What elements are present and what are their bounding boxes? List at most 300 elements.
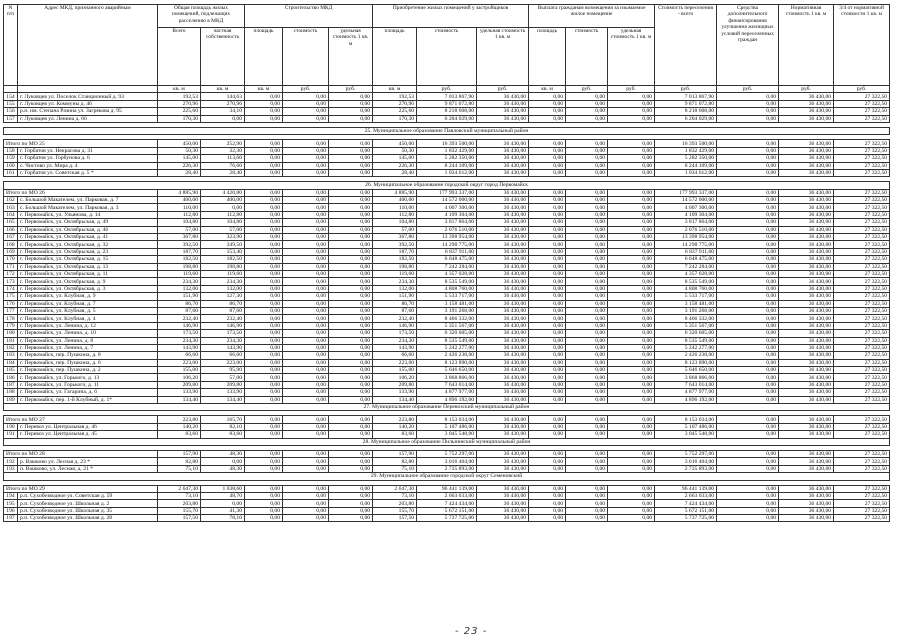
row-number: 176 [4, 300, 18, 307]
row-number: 159 [4, 155, 18, 162]
value-cell: 0,00 [329, 108, 373, 115]
address-cell: г. Первомайск, ул. Октябрьская, д. 49 [18, 219, 158, 226]
table-row [4, 278, 890, 285]
unit-cell: кв. м [529, 86, 566, 93]
value-cell: 0,00 [608, 278, 655, 285]
value-cell: 36 430,00 [779, 322, 834, 329]
value-cell: 0,00 [608, 374, 655, 381]
value-cell: 234,30 [373, 337, 417, 344]
section-title: 27. Муниципальное образование Перевозский муниципальный район [4, 404, 890, 411]
value-cell: 0,00 [283, 381, 329, 388]
value-cell: 0,00 [717, 337, 779, 344]
value-cell: 0,00 [329, 219, 373, 226]
value-cell: 0,00 [329, 344, 373, 351]
value-cell: 36 430,00 [477, 396, 529, 403]
table-row [4, 197, 890, 204]
value-cell: 0,00 [717, 270, 779, 277]
value-cell: 36 430,00 [477, 285, 529, 292]
value-cell: 27 322,50 [834, 93, 890, 100]
total-cell: 0,00 [245, 485, 283, 492]
value-cell: 0,00 [608, 100, 655, 107]
value-cell: 0,00 [717, 100, 779, 107]
total-cell: 0,00 [608, 485, 655, 492]
address-cell: г. Перевоз ул. Центральная д. 46 [18, 423, 158, 430]
value-cell: 9 871 072,80 [655, 100, 717, 107]
row-number: 192 [4, 458, 18, 465]
value-cell: 0,00 [283, 115, 329, 122]
value-cell: 0,00 [608, 367, 655, 374]
value-cell: 0,00 [329, 278, 373, 285]
col-header-normative-cost: Нормативная стоимость 1 кв. м [779, 5, 834, 86]
row-number: 167 [4, 234, 18, 241]
table-row [4, 423, 890, 430]
value-cell: 0,00 [608, 423, 655, 430]
value-cell: 27 322,50 [834, 226, 890, 233]
value-cell: 0,00 [245, 515, 283, 522]
value-cell: 157,50 [158, 515, 201, 522]
section-title: 29. Муниципальное образование городской округ Семеновский [4, 473, 890, 480]
value-cell: 6 320 605,00 [417, 330, 477, 337]
value-cell: 0,00 [245, 241, 283, 248]
value-cell: 0,00 [283, 300, 329, 307]
value-cell: 0,00 [566, 389, 608, 396]
col-header-comp-unit: удельная стоимость 1 кв. м [608, 27, 655, 85]
value-cell: 36 430,00 [779, 204, 834, 211]
total-cell: 0,00 [329, 450, 373, 457]
value-cell: 0,00 [329, 315, 373, 322]
value-cell: 132,00 [373, 285, 417, 292]
value-cell: 36 430,00 [779, 330, 834, 337]
value-cell: 3 868 866,00 [655, 374, 717, 381]
value-cell: 36 430,00 [477, 344, 529, 351]
value-cell: 0,00 [283, 234, 329, 241]
value-cell: 27 322,50 [834, 359, 890, 366]
value-cell: 27 322,50 [834, 374, 890, 381]
value-cell: 0,00 [283, 367, 329, 374]
value-cell: 0,00 [566, 155, 608, 162]
row-number: 165 [4, 219, 18, 226]
table-row [4, 507, 890, 514]
value-cell: 0,00 [566, 367, 608, 374]
value-cell: 0,00 [529, 337, 566, 344]
table-row [4, 155, 890, 162]
value-cell: 110,00 [373, 204, 417, 211]
value-cell: 82,80 [158, 458, 201, 465]
value-cell: 27 322,50 [834, 300, 890, 307]
value-cell: 0,00 [717, 352, 779, 359]
total-cell: 0,00 [529, 189, 566, 196]
table-row [4, 226, 890, 233]
col-header-num: N п/п [4, 5, 18, 86]
value-cell: 0,00 [329, 300, 373, 307]
total-cell: 0,00 [329, 416, 373, 423]
section-header-row [4, 182, 890, 189]
total-cell: 165,70 [201, 416, 245, 423]
row-number: 168 [4, 241, 18, 248]
address-cell: с. Большой Макателем, ул. Парковая, д. 7 [18, 197, 158, 204]
value-cell: 36 430,00 [477, 515, 529, 522]
col-header-total-cost: Стоимость переселения - всего [655, 5, 717, 86]
table-row [4, 465, 890, 472]
table-row [4, 285, 890, 292]
value-cell: 0,00 [529, 169, 566, 176]
value-cell: 36 430,00 [477, 359, 529, 366]
value-cell: 0,00 [566, 270, 608, 277]
col-header-constr-cost: стоимость [283, 27, 329, 85]
value-cell: 270,96 [201, 100, 245, 107]
value-cell: 0,00 [717, 234, 779, 241]
total-cell: 223,80 [158, 416, 201, 423]
value-cell: 0,00 [566, 465, 608, 472]
value-cell: 0,00 [566, 307, 608, 314]
value-cell: 0,00 [283, 374, 329, 381]
value-cell: 0,00 [283, 155, 329, 162]
total-cell: 177 993 337,00 [417, 189, 477, 196]
value-cell: 0,00 [283, 204, 329, 211]
value-cell: 27 322,50 [834, 431, 890, 438]
value-cell: 0,00 [283, 431, 329, 438]
value-cell: 36 430,00 [477, 93, 529, 100]
total-cell: 8 153 034,00 [655, 416, 717, 423]
address-cell: г. Первомайск, ул. Клубная, д. 7 [18, 300, 158, 307]
value-cell: 5 533 717,00 [417, 293, 477, 300]
value-cell: 0,00 [529, 263, 566, 270]
value-cell: 0,00 [245, 93, 283, 100]
total-cell: 27 322,50 [834, 140, 890, 147]
total-cell: 0,00 [608, 416, 655, 423]
value-cell: 198,80 [373, 263, 417, 270]
value-cell: 27 322,50 [834, 100, 890, 107]
value-cell: 0,00 [245, 381, 283, 388]
value-cell: 143,90 [201, 344, 245, 351]
value-cell: 0,00 [608, 226, 655, 233]
value-cell: 0,00 [529, 431, 566, 438]
value-cell: 3 045 548,00 [655, 431, 717, 438]
address-cell: г. Горбатов ул. Некрасова д. 31 [18, 147, 158, 154]
table-row [4, 263, 890, 270]
value-cell: 3 817 864,00 [417, 219, 477, 226]
header-row-groups [4, 5, 890, 28]
total-cell: 48,30 [201, 450, 245, 457]
value-cell: 0,00 [608, 507, 655, 514]
value-cell: 0,00 [283, 169, 329, 176]
value-cell: 143,90 [373, 344, 417, 351]
value-cell: 27 322,50 [834, 307, 890, 314]
value-cell: 0,00 [529, 115, 566, 122]
value-cell: 86,70 [158, 300, 201, 307]
total-cell: 36 430,00 [477, 450, 529, 457]
value-cell: 0,00 [245, 352, 283, 359]
value-cell: 0,00 [283, 278, 329, 285]
value-cell: 82,10 [201, 423, 245, 430]
value-cell: 0,00 [283, 241, 329, 248]
value-cell: 0,00 [245, 263, 283, 270]
value-cell: 110,00 [158, 204, 201, 211]
total-row [4, 416, 890, 423]
row-number: 166 [4, 226, 18, 233]
value-cell: 0,00 [566, 211, 608, 218]
value-cell: 0,00 [329, 100, 373, 107]
value-cell: 36 430,00 [477, 197, 529, 204]
value-cell: 173,50 [201, 330, 245, 337]
value-cell: 132,00 [158, 285, 201, 292]
value-cell: 27 322,50 [834, 389, 890, 396]
value-cell: 0,00 [566, 263, 608, 270]
total-cell: 27 322,50 [834, 485, 890, 492]
value-cell: 0,00 [245, 285, 283, 292]
value-cell: 0,00 [245, 465, 283, 472]
value-cell: 0,00 [283, 256, 329, 263]
address-cell: г. Первомайск, ул. Клубная, д. 4 [18, 315, 158, 322]
value-cell: 13 398 954,00 [417, 234, 477, 241]
value-cell: 27 322,50 [834, 507, 890, 514]
value-cell: 0,00 [566, 359, 608, 366]
value-cell: 4 109 304,00 [417, 211, 477, 218]
value-cell: 5 107 486,00 [417, 423, 477, 430]
value-cell: 0,00 [283, 492, 329, 499]
value-cell: 36 430,00 [779, 93, 834, 100]
value-cell: 0,00 [566, 458, 608, 465]
value-cell: 27 322,50 [834, 248, 890, 255]
value-cell: 367,80 [373, 234, 417, 241]
value-cell: 0,00 [566, 241, 608, 248]
total-cell: 4 885,90 [373, 189, 417, 196]
value-cell: 5 737 725,00 [655, 515, 717, 522]
value-cell: 3 191 268,00 [655, 307, 717, 314]
value-cell: 0,00 [529, 219, 566, 226]
value-cell: 0,00 [608, 492, 655, 499]
value-cell: 36 430,00 [779, 108, 834, 115]
value-cell: 27 322,50 [834, 458, 890, 465]
row-number: 189 [4, 396, 18, 403]
value-cell: 0,00 [566, 293, 608, 300]
total-cell: 0,00 [608, 140, 655, 147]
value-cell: 9 871 072,80 [417, 100, 477, 107]
value-cell: 151,90 [373, 293, 417, 300]
value-cell: 27 322,50 [834, 515, 890, 522]
value-cell: 32,30 [201, 147, 245, 154]
value-cell: 0,00 [717, 278, 779, 285]
value-cell: 0,00 [245, 330, 283, 337]
value-cell: 0,00 [329, 285, 373, 292]
value-cell: 8 218 608,00 [417, 108, 477, 115]
value-cell: 0,00 [717, 515, 779, 522]
value-cell: 0,00 [529, 389, 566, 396]
value-cell: 0,00 [283, 389, 329, 396]
value-cell: 87,60 [158, 307, 201, 314]
value-cell: 0,00 [245, 256, 283, 263]
table-row [4, 515, 890, 522]
total-cell: 0,00 [245, 450, 283, 457]
value-cell: 0,00 [529, 465, 566, 472]
value-cell: 192,53 [373, 93, 417, 100]
value-cell: 27 322,50 [834, 197, 890, 204]
value-cell: 36 430,00 [477, 322, 529, 329]
value-cell: 0,00 [283, 293, 329, 300]
units-row [4, 86, 890, 93]
table-row [4, 234, 890, 241]
value-cell: 66,60 [201, 352, 245, 359]
address-cell: г. Горбатов ул. Советская д. 5 * [18, 169, 158, 176]
value-cell: 3 191 268,00 [417, 307, 477, 314]
value-cell: 2 426 238,00 [655, 352, 717, 359]
row-number: 193 [4, 465, 18, 472]
value-cell: 0,00 [717, 458, 779, 465]
value-cell: 225,60 [373, 108, 417, 115]
value-cell: 155,00 [373, 367, 417, 374]
value-cell: 0,00 [329, 162, 373, 169]
value-cell: 0,00 [329, 248, 373, 255]
value-cell: 0,00 [717, 359, 779, 366]
total-cell: 16 393 500,00 [417, 140, 477, 147]
value-cell: 36 430,00 [779, 197, 834, 204]
value-cell: 0,00 [566, 330, 608, 337]
value-cell: 0,00 [608, 285, 655, 292]
value-cell: 4 896 192,00 [655, 396, 717, 403]
value-cell: 132,00 [201, 285, 245, 292]
value-cell: 0,00 [245, 423, 283, 430]
value-cell: 0,00 [245, 300, 283, 307]
value-cell: 0,00 [566, 147, 608, 154]
value-cell: 0,00 [329, 322, 373, 329]
value-cell: 0,00 [529, 155, 566, 162]
table-row [4, 204, 890, 211]
col-header-constr-unit: удельная стоимость 1 кв. м [329, 27, 373, 85]
table-row [4, 389, 890, 396]
value-cell: 0,00 [529, 315, 566, 322]
value-cell: 83,60 [201, 431, 245, 438]
value-cell: 0,00 [329, 507, 373, 514]
value-cell: 2 076 510,00 [417, 226, 477, 233]
total-cell: 0,00 [529, 140, 566, 147]
col-header-purch-area: площадь [373, 27, 417, 85]
value-cell: 0,00 [566, 256, 608, 263]
total-cell: 450,00 [373, 140, 417, 147]
address-cell: г. Первомайск, пер. Пушкина, д. 2 [18, 367, 158, 374]
value-cell: 36 430,00 [477, 423, 529, 430]
value-cell: 119,60 [158, 270, 201, 277]
value-cell: 5 107 486,00 [655, 423, 717, 430]
value-cell: 0,00 [608, 381, 655, 388]
value-cell: 27 322,50 [834, 115, 890, 122]
address-cell: г. Первомайск, ул. Октябрьская, д. 9 [18, 278, 158, 285]
total-cell: 36 430,00 [779, 416, 834, 423]
value-cell: 182,50 [158, 256, 201, 263]
value-cell: 0,00 [283, 211, 329, 218]
value-cell: 2 735 893,00 [655, 465, 717, 472]
unit-cell: кв. м [201, 86, 245, 93]
value-cell: 0,00 [529, 108, 566, 115]
value-cell: 36 430,00 [477, 256, 529, 263]
value-cell: 48,30 [201, 465, 245, 472]
value-cell: 36 430,00 [477, 108, 529, 115]
address-cell: г. Первомайск, ул. Октябрьская, д. 41 [18, 234, 158, 241]
value-cell: 4 808 760,00 [655, 285, 717, 292]
value-cell: 0,00 [529, 492, 566, 499]
value-cell: 27 322,50 [834, 162, 890, 169]
value-cell: 0,00 [329, 169, 373, 176]
table-row [4, 396, 890, 403]
value-cell: 7 643 014,00 [417, 381, 477, 388]
value-cell: 36 430,00 [477, 300, 529, 307]
value-cell: 0,00 [566, 204, 608, 211]
value-cell: 8 466 332,00 [655, 315, 717, 322]
value-cell: 27 322,50 [834, 492, 890, 499]
table-row [4, 344, 890, 351]
value-cell: 106,20 [373, 374, 417, 381]
value-cell: 0,00 [245, 108, 283, 115]
value-cell: 104,80 [201, 219, 245, 226]
value-cell: 8 123 890,00 [417, 359, 477, 366]
value-cell: 151,90 [158, 293, 201, 300]
value-cell: 0,00 [529, 278, 566, 285]
value-cell: 87,60 [201, 307, 245, 314]
value-cell: 234,30 [201, 278, 245, 285]
value-cell: 0,00 [717, 300, 779, 307]
value-cell: 27 322,50 [834, 219, 890, 226]
value-cell: 0,00 [717, 500, 779, 507]
value-cell: 7 013 867,90 [655, 93, 717, 100]
value-cell: 0,00 [717, 211, 779, 218]
total-cell: 0,00 [566, 485, 608, 492]
value-cell: 0,00 [566, 93, 608, 100]
value-cell: 392,50 [373, 241, 417, 248]
value-cell: 0,00 [717, 147, 779, 154]
value-cell: 36 430,00 [779, 211, 834, 218]
total-cell: 0,00 [717, 450, 779, 457]
value-cell: 36 430,00 [477, 219, 529, 226]
value-cell: 36 430,00 [477, 389, 529, 396]
row-number: 170 [4, 256, 18, 263]
value-cell: 8 244 109,00 [655, 162, 717, 169]
table-row [4, 241, 890, 248]
table-row [4, 248, 890, 255]
value-cell: 0,00 [283, 515, 329, 522]
value-cell: 0,00 [608, 322, 655, 329]
value-cell: 48,70 [201, 492, 245, 499]
value-cell: 2 735 893,00 [417, 465, 477, 472]
value-cell: 4 877 977,00 [417, 389, 477, 396]
total-cell: 0,00 [566, 450, 608, 457]
value-cell: 14 298 775,00 [417, 241, 477, 248]
unit-cell: руб. [417, 86, 477, 93]
col-header-comp-cost: стоимость [566, 27, 608, 85]
value-cell: 3 817 864,00 [655, 219, 717, 226]
value-cell: 6 837 911,00 [417, 248, 477, 255]
row-number: 177 [4, 307, 18, 314]
total-cell: 36 430,00 [779, 450, 834, 457]
value-cell: 182,50 [373, 256, 417, 263]
value-cell: 2 663 033,00 [655, 492, 717, 499]
value-cell: 0,00 [717, 219, 779, 226]
total-cell: 2 647,30 [158, 485, 201, 492]
value-cell: 0,00 [245, 500, 283, 507]
address-cell: г. Первомайск, ул. Ленина, д. 8 [18, 337, 158, 344]
value-cell: 0,00 [245, 374, 283, 381]
value-cell: 36 430,00 [477, 263, 529, 270]
total-row [4, 485, 890, 492]
total-cell: 16 393 500,00 [655, 140, 717, 147]
value-cell: 27 322,50 [834, 330, 890, 337]
value-cell: 0,00 [329, 234, 373, 241]
value-cell: 0,00 [566, 423, 608, 430]
value-cell: 0,00 [245, 169, 283, 176]
unit-cell: руб. [283, 86, 329, 93]
value-cell: 36 430,00 [477, 162, 529, 169]
value-cell: 143,90 [158, 344, 201, 351]
value-cell: 6 648 475,00 [655, 256, 717, 263]
value-cell: 0,00 [717, 423, 779, 430]
